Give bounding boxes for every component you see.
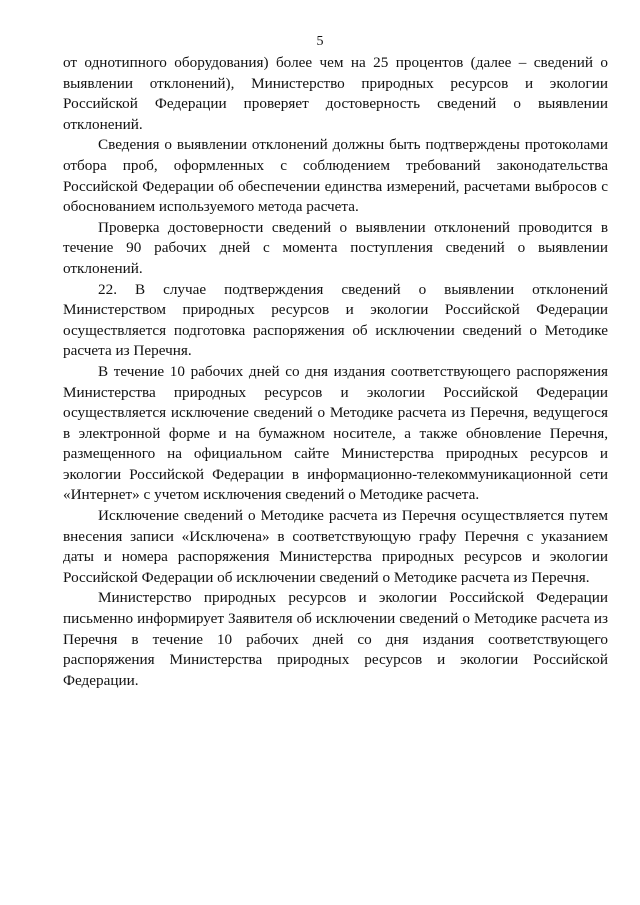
paragraph-exclusion-procedure: В течение 10 рабочих дней со дня издания соответствующего распоряжения Министерства природных ресурсов и экологии Российской Федерации осуществляется исключение сведений о Методике расчета из Перечня, ведущегося в электронной форме и на бумажном носителе, а также обновление Перечня, размещенного на официальном сайте Министерства природных ресурсов и экологии Российской Федерации в информационно-телекоммуникационной сети «Интернет» с учетом исключения сведений о Методике расчета. — [63, 362, 608, 504]
page-number: 5 — [316, 34, 324, 49]
paragraph-applicant-notification: Министерство природных ресурсов и экологии Российской Федерации письменно информирует Заявителя об исключении сведений о Методике расчета из Перечня в течение 10 рабочих дней со дня издания соответствующего распоряжения Министерства природных ресурсов и экологии Российской Федерации. — [63, 589, 608, 689]
paragraph-clause-22: 22. В случае подтверждения сведений о выявлении отклонений Министерством природных ресурсов и экологии Российской Федерации осуществляется подготовка распоряжения об исключении сведений о Методике расчета из Перечня. — [63, 280, 608, 360]
paragraph-exclusion-record: Исключение сведений о Методике расчета из Перечня осуществляется путем внесения записи «Исключена» в соответствующую графу Перечня с указанием даты и номера распоряжения Министерства природных ресурсов и экологии Российской Федерации об исключении сведений о Методике расчета из Перечня. — [63, 507, 608, 586]
document-body — [63, 53, 608, 691]
paragraph-evidence-requirements: Сведения о выявлении отклонений должны быть подтверждены протоколами отбора проб, оформленных с соблюдением требований законодательства Российской Федерации об обеспечении единства измерений, расчетами выбросов с обоснованием используемого метода расчета. — [63, 136, 608, 216]
paragraph-continuation: от однотипного оборудования) более чем на 25 процентов (далее – сведений о выявлении отклонений), Министерство природных ресурсов и экологии Российской Федерации проверяет достоверность сведений о выявлении отклонений. — [63, 54, 608, 133]
paragraph-verification-period: Проверка достоверности сведений о выявлении отклонений проводится в течение 90 рабочих дней с момента поступления сведений о выявлении отклонений. — [63, 218, 608, 277]
